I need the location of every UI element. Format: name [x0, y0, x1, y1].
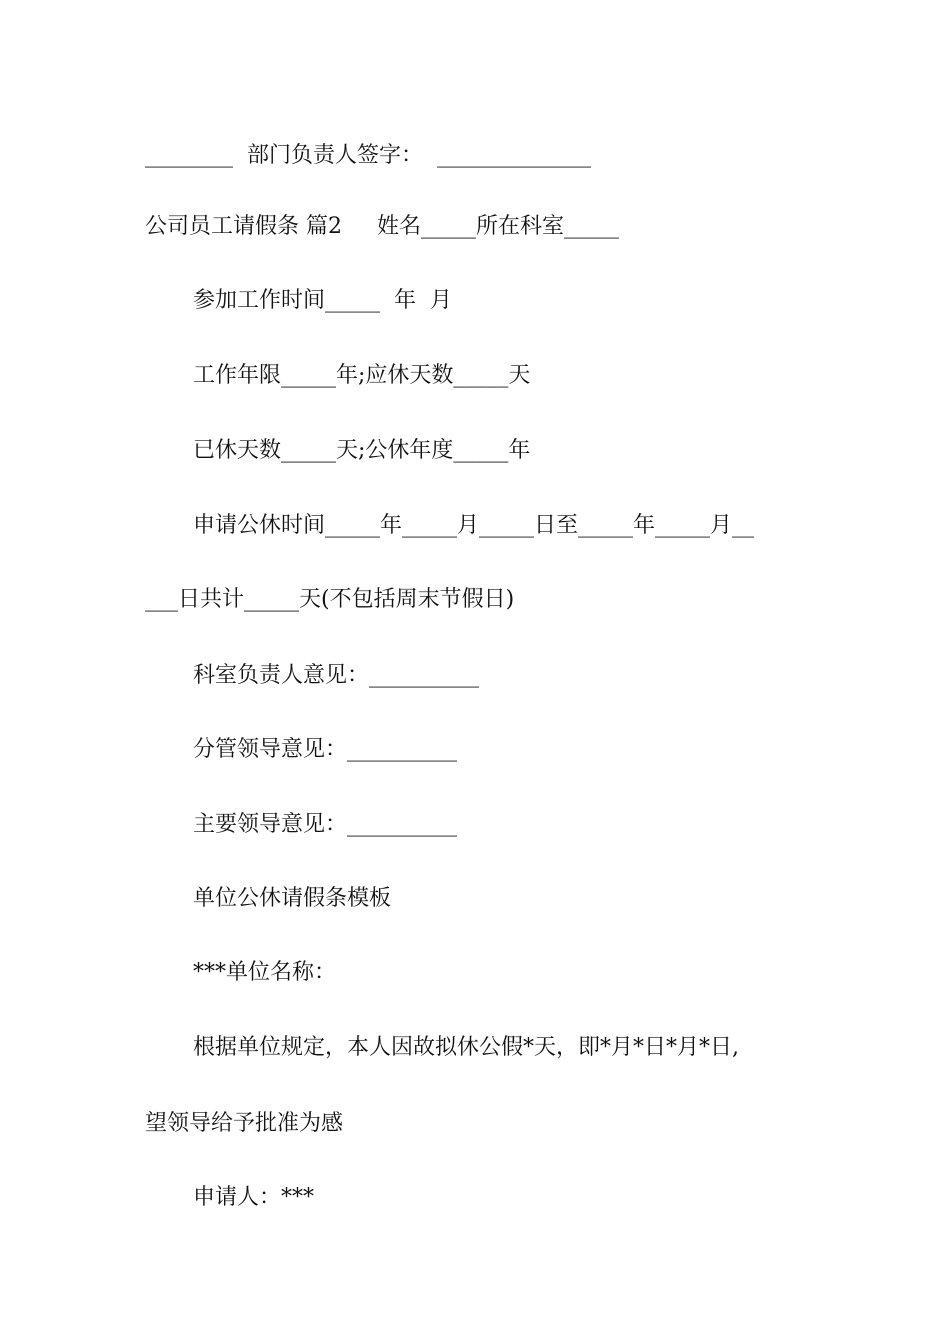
template-heading: 单位公休请假条模板: [193, 886, 392, 911]
main-leader-opinion-line: 主要领导意见：__________: [193, 812, 458, 837]
days-taken-line: 已休天数_____天;公休年度_____年: [193, 438, 531, 463]
work-years-line: 工作年限_____年;应休天数_____天: [193, 363, 531, 388]
work-start-time-line: 参加工作时间_____ 年 月: [193, 288, 452, 313]
request-body-line: 根据单位规定，本人因故拟休公假*天，即*月*日*月*日,: [193, 1035, 739, 1060]
applicant-line: 申请人：***: [193, 1185, 315, 1210]
unit-name-line: ***单位名称：: [193, 960, 337, 985]
leave-form-title-line: 公司员工请假条 篇2 姓名_____所在科室_____: [145, 214, 619, 239]
supervisor-opinion-line: 分管领导意见：__________: [193, 737, 458, 762]
leave-period-line: 申请公休时间_____年_____月_____日至_____年_____月__: [193, 513, 755, 538]
request-body-continued-line: 望领导给予批准为感: [145, 1111, 344, 1136]
department-head-signature-line: ________ 部门负责人签字： ______________: [145, 143, 591, 168]
leave-period-continued-line: ___日共计_____天(不包括周末节假日): [145, 587, 515, 612]
section-head-opinion-line: 科室负责人意见：__________: [193, 663, 480, 688]
